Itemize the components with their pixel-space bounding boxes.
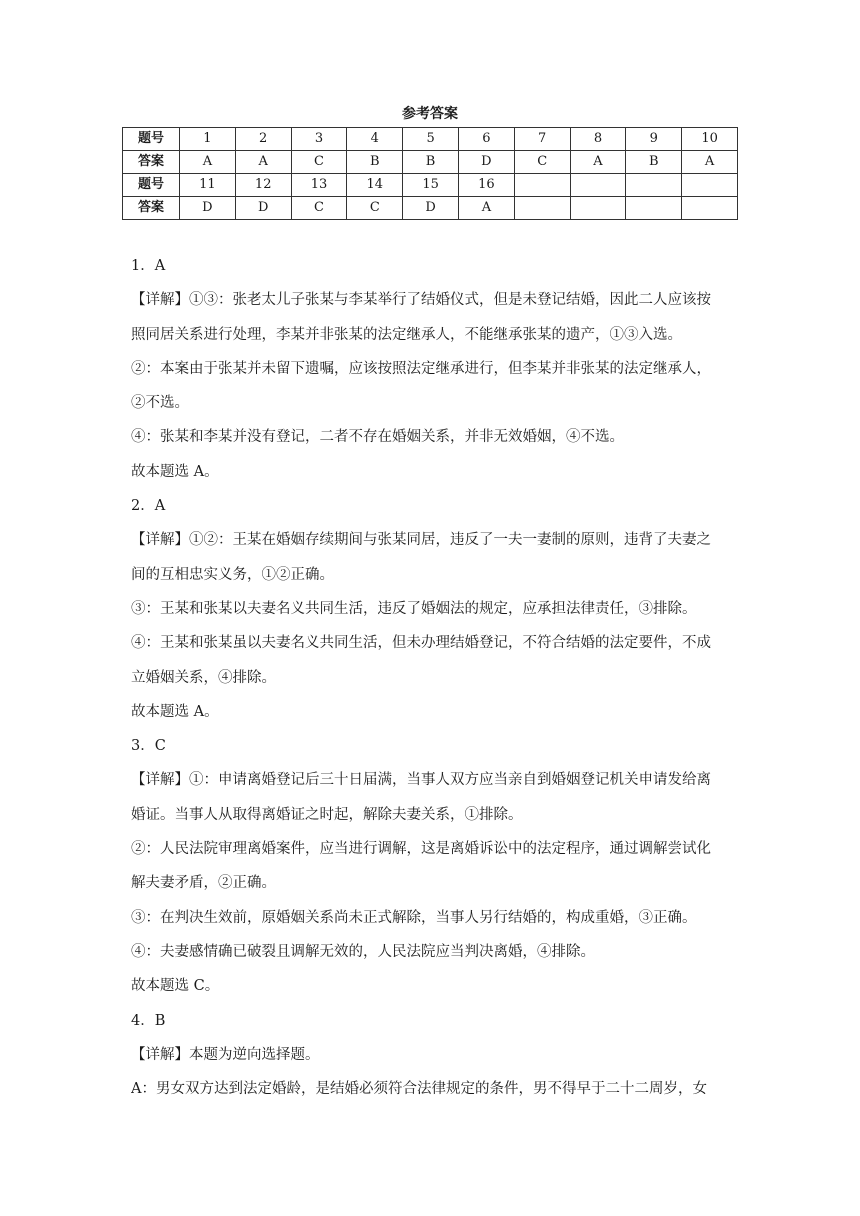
table-cell: 5 bbox=[403, 128, 459, 151]
table-cell bbox=[626, 174, 682, 197]
row-header: 题号 bbox=[123, 174, 180, 197]
text-line: 照同居关系进行处理，李某并非张某的法定继承人，不能继承张某的遗产，①③入选。 bbox=[131, 326, 682, 343]
text-line: 故本题选 C。 bbox=[131, 978, 220, 995]
table-cell: 16 bbox=[458, 174, 514, 197]
table-row bbox=[123, 174, 738, 197]
text-line: 【详解】①③：张老太儿子张某与李某举行了结婚仪式，但是未登记结婚，因此二人应该按 bbox=[131, 292, 711, 309]
table-cell: C bbox=[514, 151, 570, 174]
text-line: ②不选。 bbox=[131, 395, 189, 412]
table-cell: A bbox=[682, 151, 738, 174]
text-line: 故本题选 A。 bbox=[131, 463, 219, 480]
row-header: 答案 bbox=[123, 151, 180, 174]
table-row bbox=[123, 197, 738, 220]
text-line: 3．C bbox=[131, 738, 166, 755]
text-line: ④：王某和张某虽以夫妻名义共同生活，但未办理结婚登记，不符合结婚的法定要件，不成 bbox=[131, 635, 711, 652]
table-cell: 6 bbox=[458, 128, 514, 151]
table-cell: 9 bbox=[626, 128, 682, 151]
table-cell: A bbox=[570, 151, 626, 174]
text-line: 【详解】①②：王某在婚姻存续期间与张某同居，违反了一夫一妻制的原则，违背了夫妻之 bbox=[131, 532, 711, 549]
text-line: 故本题选 A。 bbox=[131, 703, 219, 720]
table-cell: D bbox=[180, 197, 236, 220]
table-cell: 4 bbox=[347, 128, 403, 151]
table-cell bbox=[682, 174, 738, 197]
table-cell: 7 bbox=[514, 128, 570, 151]
table-row bbox=[123, 151, 738, 174]
text-line: 间的互相忠实义务，①②正确。 bbox=[131, 566, 334, 583]
table-cell: 1 bbox=[180, 128, 236, 151]
table-cell: D bbox=[403, 197, 459, 220]
table-cell bbox=[514, 174, 570, 197]
table-cell: 3 bbox=[291, 128, 347, 151]
table-cell: A bbox=[235, 151, 291, 174]
text-line: A：男女双方达到法定婚龄，是结婚必须符合法律规定的条件，男不得早于二十二周岁，女 bbox=[131, 1081, 707, 1098]
row-header: 题号 bbox=[123, 128, 180, 151]
table-row bbox=[123, 128, 738, 151]
text-line: ②：本案由于张某并未留下遗嘱，应该按照法定继承进行，但李某并非张某的法定继承人， bbox=[131, 360, 711, 377]
table-cell bbox=[626, 197, 682, 220]
text-line: 解夫妻矛盾，②正确。 bbox=[131, 875, 276, 892]
explanations bbox=[131, 249, 735, 1106]
answer-key-title: 参考答案 bbox=[402, 106, 458, 122]
text-line: 【详解】①：申请离婚登记后三十日届满，当事人双方应当亲自到婚姻登记机关申请发给离 bbox=[131, 772, 711, 789]
text-line: 立婚姻关系，④排除。 bbox=[131, 669, 276, 686]
text-line: ④：夫妻感情确已破裂且调解无效的，人民法院应当判决离婚，④排除。 bbox=[131, 943, 595, 960]
table-cell: 10 bbox=[682, 128, 738, 151]
table-cell: B bbox=[626, 151, 682, 174]
text-line: ④：张某和李某并没有登记，二者不存在婚姻关系，并非无效婚姻，④不选。 bbox=[131, 429, 624, 446]
table-cell: 15 bbox=[403, 174, 459, 197]
text-line: 婚证。当事人从取得离婚证之时起，解除夫妻关系，①排除。 bbox=[131, 806, 523, 823]
text-line: ③：王某和张某以夫妻名义共同生活，违反了婚姻法的规定，应承担法律责任，③排除。 bbox=[131, 600, 697, 617]
table-cell: 11 bbox=[180, 174, 236, 197]
table-cell: C bbox=[291, 151, 347, 174]
table-cell bbox=[570, 174, 626, 197]
table-cell: B bbox=[403, 151, 459, 174]
answer-table bbox=[122, 127, 738, 220]
table-cell: 13 bbox=[291, 174, 347, 197]
text-line: 【详解】本题为逆向选择题。 bbox=[131, 1046, 320, 1063]
text-line: 4．B bbox=[131, 1012, 166, 1029]
table-cell: C bbox=[291, 197, 347, 220]
table-cell: D bbox=[458, 151, 514, 174]
text-line: 2．A bbox=[131, 498, 166, 515]
table-cell: A bbox=[458, 197, 514, 220]
table-cell: 2 bbox=[235, 128, 291, 151]
table-cell: B bbox=[347, 151, 403, 174]
table-cell: 14 bbox=[347, 174, 403, 197]
row-header: 答案 bbox=[123, 197, 180, 220]
text-line: ②：人民法院审理离婚案件，应当进行调解，这是离婚诉讼中的法定程序，通过调解尝试化 bbox=[131, 841, 711, 858]
table-cell: A bbox=[180, 151, 236, 174]
table-cell bbox=[514, 197, 570, 220]
table-cell: 8 bbox=[570, 128, 626, 151]
text-line: 1．A bbox=[131, 258, 166, 274]
table-cell: C bbox=[347, 197, 403, 220]
table-cell bbox=[570, 197, 626, 220]
table-cell bbox=[682, 197, 738, 220]
table-cell: D bbox=[235, 197, 291, 220]
table-cell: 12 bbox=[235, 174, 291, 197]
text-line: ③：在判决生效前，原婚姻关系尚未正式解除，当事人另行结婚的，构成重婚，③正确。 bbox=[131, 909, 697, 926]
